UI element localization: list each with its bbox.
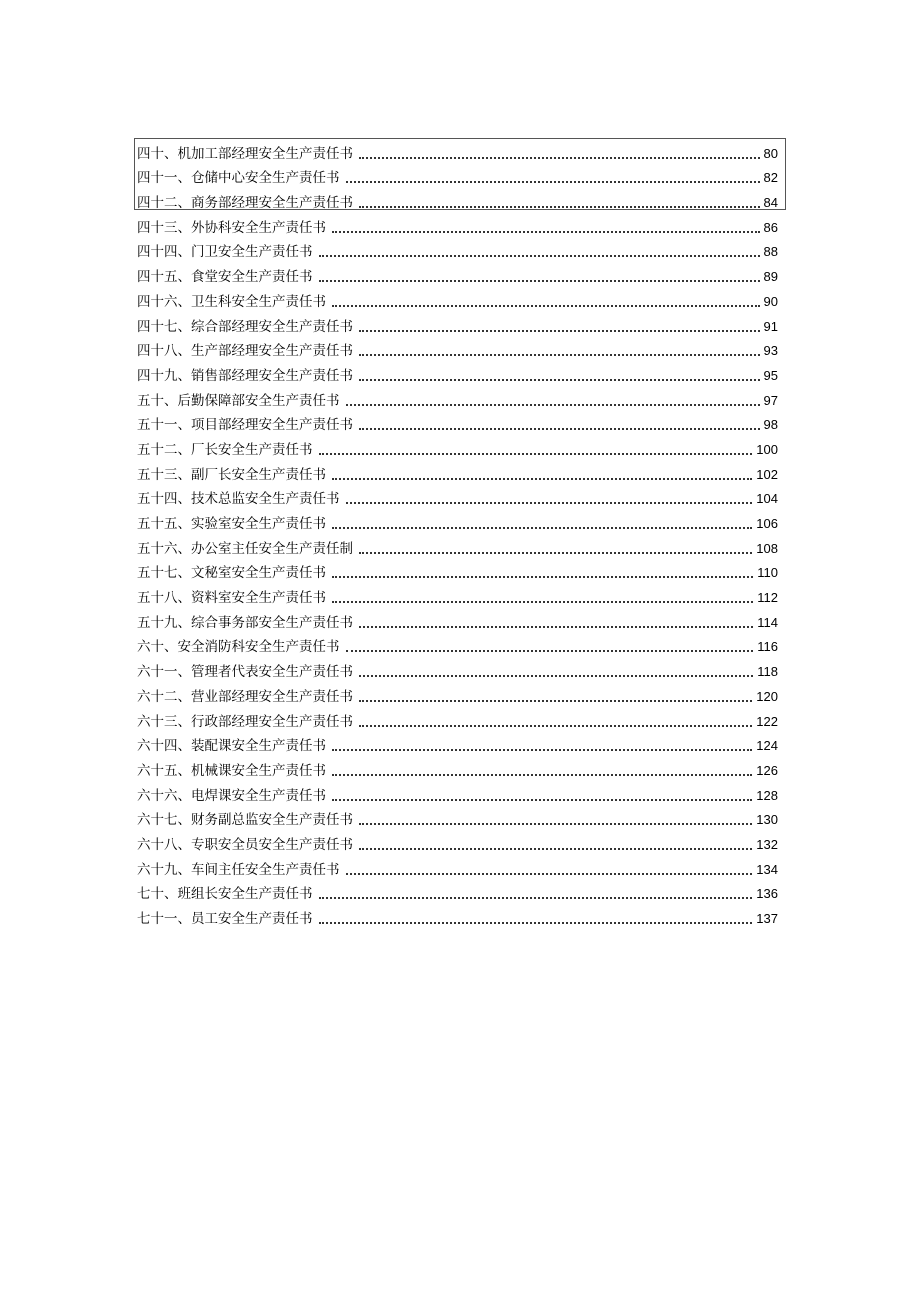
toc-entry[interactable] xyxy=(137,285,778,310)
dot-leader xyxy=(332,601,753,603)
toc-entry-title: 五十七、文秘室安全生产责任书 xyxy=(137,565,326,582)
dot-leader xyxy=(359,725,752,727)
dot-leader xyxy=(359,552,752,554)
dot-leader xyxy=(346,181,760,183)
toc-entry[interactable] xyxy=(137,680,778,705)
toc-entry[interactable] xyxy=(137,433,778,458)
toc-entry[interactable] xyxy=(137,483,778,508)
dot-leader xyxy=(332,478,752,480)
toc-entry[interactable] xyxy=(137,557,778,582)
toc-entry-page: 118 xyxy=(757,664,778,680)
toc-entry-title: 五十六、办公室主任安全生产责任制 xyxy=(137,540,353,557)
toc-entry-page: 126 xyxy=(756,762,778,778)
toc-entry-page: 80 xyxy=(763,145,778,161)
dot-leader xyxy=(319,897,753,899)
toc-entry-title: 六十、安全消防科安全生产责任书 xyxy=(137,639,340,656)
toc-entry[interactable] xyxy=(137,730,778,755)
toc-entry-title: 六十八、专职安全员安全生产责任书 xyxy=(137,836,353,853)
dot-leader xyxy=(332,576,753,578)
toc-entry-title: 六十七、财务副总监安全生产责任书 xyxy=(137,812,353,829)
toc-entry[interactable] xyxy=(137,310,778,335)
toc-entry-page: 137 xyxy=(756,911,778,926)
toc-entry[interactable] xyxy=(137,137,778,162)
dot-leader xyxy=(359,379,760,381)
toc-entry[interactable] xyxy=(137,779,778,804)
dot-leader xyxy=(332,774,752,776)
toc-entry-title: 六十三、行政部经理安全生产责任书 xyxy=(137,713,353,730)
toc-entry-page: 106 xyxy=(756,516,778,531)
toc-entry[interactable] xyxy=(137,705,778,730)
toc-entry[interactable] xyxy=(137,902,778,927)
toc-entry-title: 五十四、技术总监安全生产责任书 xyxy=(137,491,340,508)
toc-entry[interactable] xyxy=(137,335,778,360)
toc-entry-page: 120 xyxy=(756,688,778,704)
toc-entry[interactable] xyxy=(137,384,778,409)
toc-entry[interactable] xyxy=(137,162,778,187)
toc-entry-title: 六十二、营业部经理安全生产责任书 xyxy=(137,688,353,705)
toc-entry-page: 124 xyxy=(756,738,778,754)
dot-leader xyxy=(332,799,752,801)
toc-entry-page: 88 xyxy=(763,244,778,260)
toc-entry-title: 四十八、生产部经理安全生产责任书 xyxy=(137,343,353,360)
toc-entry-title: 五十、后勤保障部安全生产责任书 xyxy=(137,392,340,409)
toc-entry-title: 七十一、员工安全生产责任书 xyxy=(137,911,313,927)
toc-entry-title: 四十三、外协科安全生产责任书 xyxy=(137,219,326,236)
toc-entry-page: 112 xyxy=(757,590,778,606)
toc-entry-page: 130 xyxy=(756,812,778,828)
toc-entry-title: 七十、班组长安全生产责任书 xyxy=(137,886,313,903)
toc-entry[interactable] xyxy=(137,631,778,656)
dot-leader xyxy=(359,626,753,628)
toc-entry-title: 六十一、管理者代表安全生产责任书 xyxy=(137,664,353,681)
toc-entry-page: 128 xyxy=(756,787,778,803)
dot-leader xyxy=(319,280,760,282)
dot-leader xyxy=(319,453,753,455)
toc-entry-title: 四十四、门卫安全生产责任书 xyxy=(137,244,313,261)
toc-entry-page: 134 xyxy=(756,861,778,877)
dot-leader xyxy=(346,650,754,652)
toc-entry-title: 四十七、综合部经理安全生产责任书 xyxy=(137,318,353,335)
toc-entry[interactable] xyxy=(137,804,778,829)
toc-entry[interactable] xyxy=(137,828,778,853)
toc-entry-page: 100 xyxy=(756,441,778,457)
toc-entry-title: 五十九、综合事务部安全生产责任书 xyxy=(137,614,353,631)
dot-leader xyxy=(332,305,760,307)
dot-leader xyxy=(359,823,752,825)
toc-entry-title: 四十、机加工部经理安全生产责任书 xyxy=(137,145,353,162)
toc-entry[interactable] xyxy=(137,754,778,779)
toc-entry-page: 136 xyxy=(756,886,778,902)
toc-entry-page: 104 xyxy=(756,491,778,507)
dot-leader xyxy=(346,873,753,875)
toc-entry-page: 95 xyxy=(763,367,778,383)
dot-leader xyxy=(359,157,760,159)
toc-entry-title: 六十六、电焊课安全生产责任书 xyxy=(137,787,326,804)
dot-leader xyxy=(332,749,752,751)
toc-entry[interactable] xyxy=(137,878,778,903)
dot-leader xyxy=(359,330,760,332)
toc-entry-title: 六十五、机械课安全生产责任书 xyxy=(137,762,326,779)
toc-entry[interactable] xyxy=(137,211,778,236)
toc-entry-page: 86 xyxy=(763,219,778,235)
toc-entry-title: 四十二、商务部经理安全生产责任书 xyxy=(137,195,353,212)
dot-leader xyxy=(359,206,760,208)
toc-entry[interactable] xyxy=(137,458,778,483)
dot-leader xyxy=(359,848,752,850)
dot-leader xyxy=(346,404,760,406)
dot-leader xyxy=(359,354,760,356)
toc-entry-title: 五十一、项目部经理安全生产责任书 xyxy=(137,417,353,434)
dot-leader xyxy=(346,502,753,504)
toc-entry-title: 六十九、车间主任安全生产责任书 xyxy=(137,861,340,878)
table-of-contents xyxy=(137,137,778,927)
toc-entry[interactable] xyxy=(137,409,778,434)
toc-entry[interactable] xyxy=(137,606,778,631)
toc-entry-page: 97 xyxy=(763,392,778,408)
toc-entry-page: 110 xyxy=(757,565,778,581)
dot-leader xyxy=(359,675,753,677)
toc-entry-page: 91 xyxy=(763,318,778,334)
toc-entry[interactable] xyxy=(137,853,778,878)
toc-entry-title: 四十九、销售部经理安全生产责任书 xyxy=(137,367,353,384)
dot-leader xyxy=(319,255,760,257)
toc-entry-page: 114 xyxy=(757,614,778,630)
toc-entry-page: 122 xyxy=(756,713,778,729)
toc-entry-page: 108 xyxy=(756,540,778,556)
toc-entry-title: 六十四、装配课安全生产责任书 xyxy=(137,738,326,755)
toc-entry-page: 82 xyxy=(763,170,778,186)
toc-entry[interactable] xyxy=(137,655,778,680)
toc-entry[interactable] xyxy=(137,236,778,261)
toc-entry[interactable] xyxy=(137,532,778,557)
toc-entry[interactable] xyxy=(137,260,778,285)
toc-entry-title: 五十三、副厂长安全生产责任书 xyxy=(137,466,326,483)
toc-entry-title: 四十一、仓储中心安全生产责任书 xyxy=(137,170,340,187)
toc-entry-title: 五十五、实验室安全生产责任书 xyxy=(137,516,326,532)
toc-entry-page: 102 xyxy=(756,466,778,482)
toc-entry-page: 132 xyxy=(756,836,778,852)
dot-leader xyxy=(332,527,752,529)
dot-leader xyxy=(359,428,760,430)
toc-entry-page: 84 xyxy=(763,195,778,211)
toc-entry[interactable] xyxy=(137,507,778,532)
toc-entry-page: 90 xyxy=(763,293,778,309)
toc-entry-page: 116 xyxy=(757,639,778,655)
toc-entry-title: 五十八、资料室安全生产责任书 xyxy=(137,590,326,607)
toc-entry[interactable] xyxy=(137,186,778,211)
dot-leader xyxy=(359,700,752,702)
toc-entry-page: 89 xyxy=(763,269,778,285)
toc-entry[interactable] xyxy=(137,581,778,606)
dot-leader xyxy=(332,231,760,233)
toc-entry-title: 四十五、食堂安全生产责任书 xyxy=(137,269,313,286)
toc-entry-page: 98 xyxy=(763,417,778,433)
toc-entry-title: 四十六、卫生科安全生产责任书 xyxy=(137,293,326,310)
toc-entry-page: 93 xyxy=(763,343,778,359)
toc-entry-title: 五十二、厂长安全生产责任书 xyxy=(137,441,313,458)
toc-entry[interactable] xyxy=(137,359,778,384)
dot-leader xyxy=(319,922,753,924)
